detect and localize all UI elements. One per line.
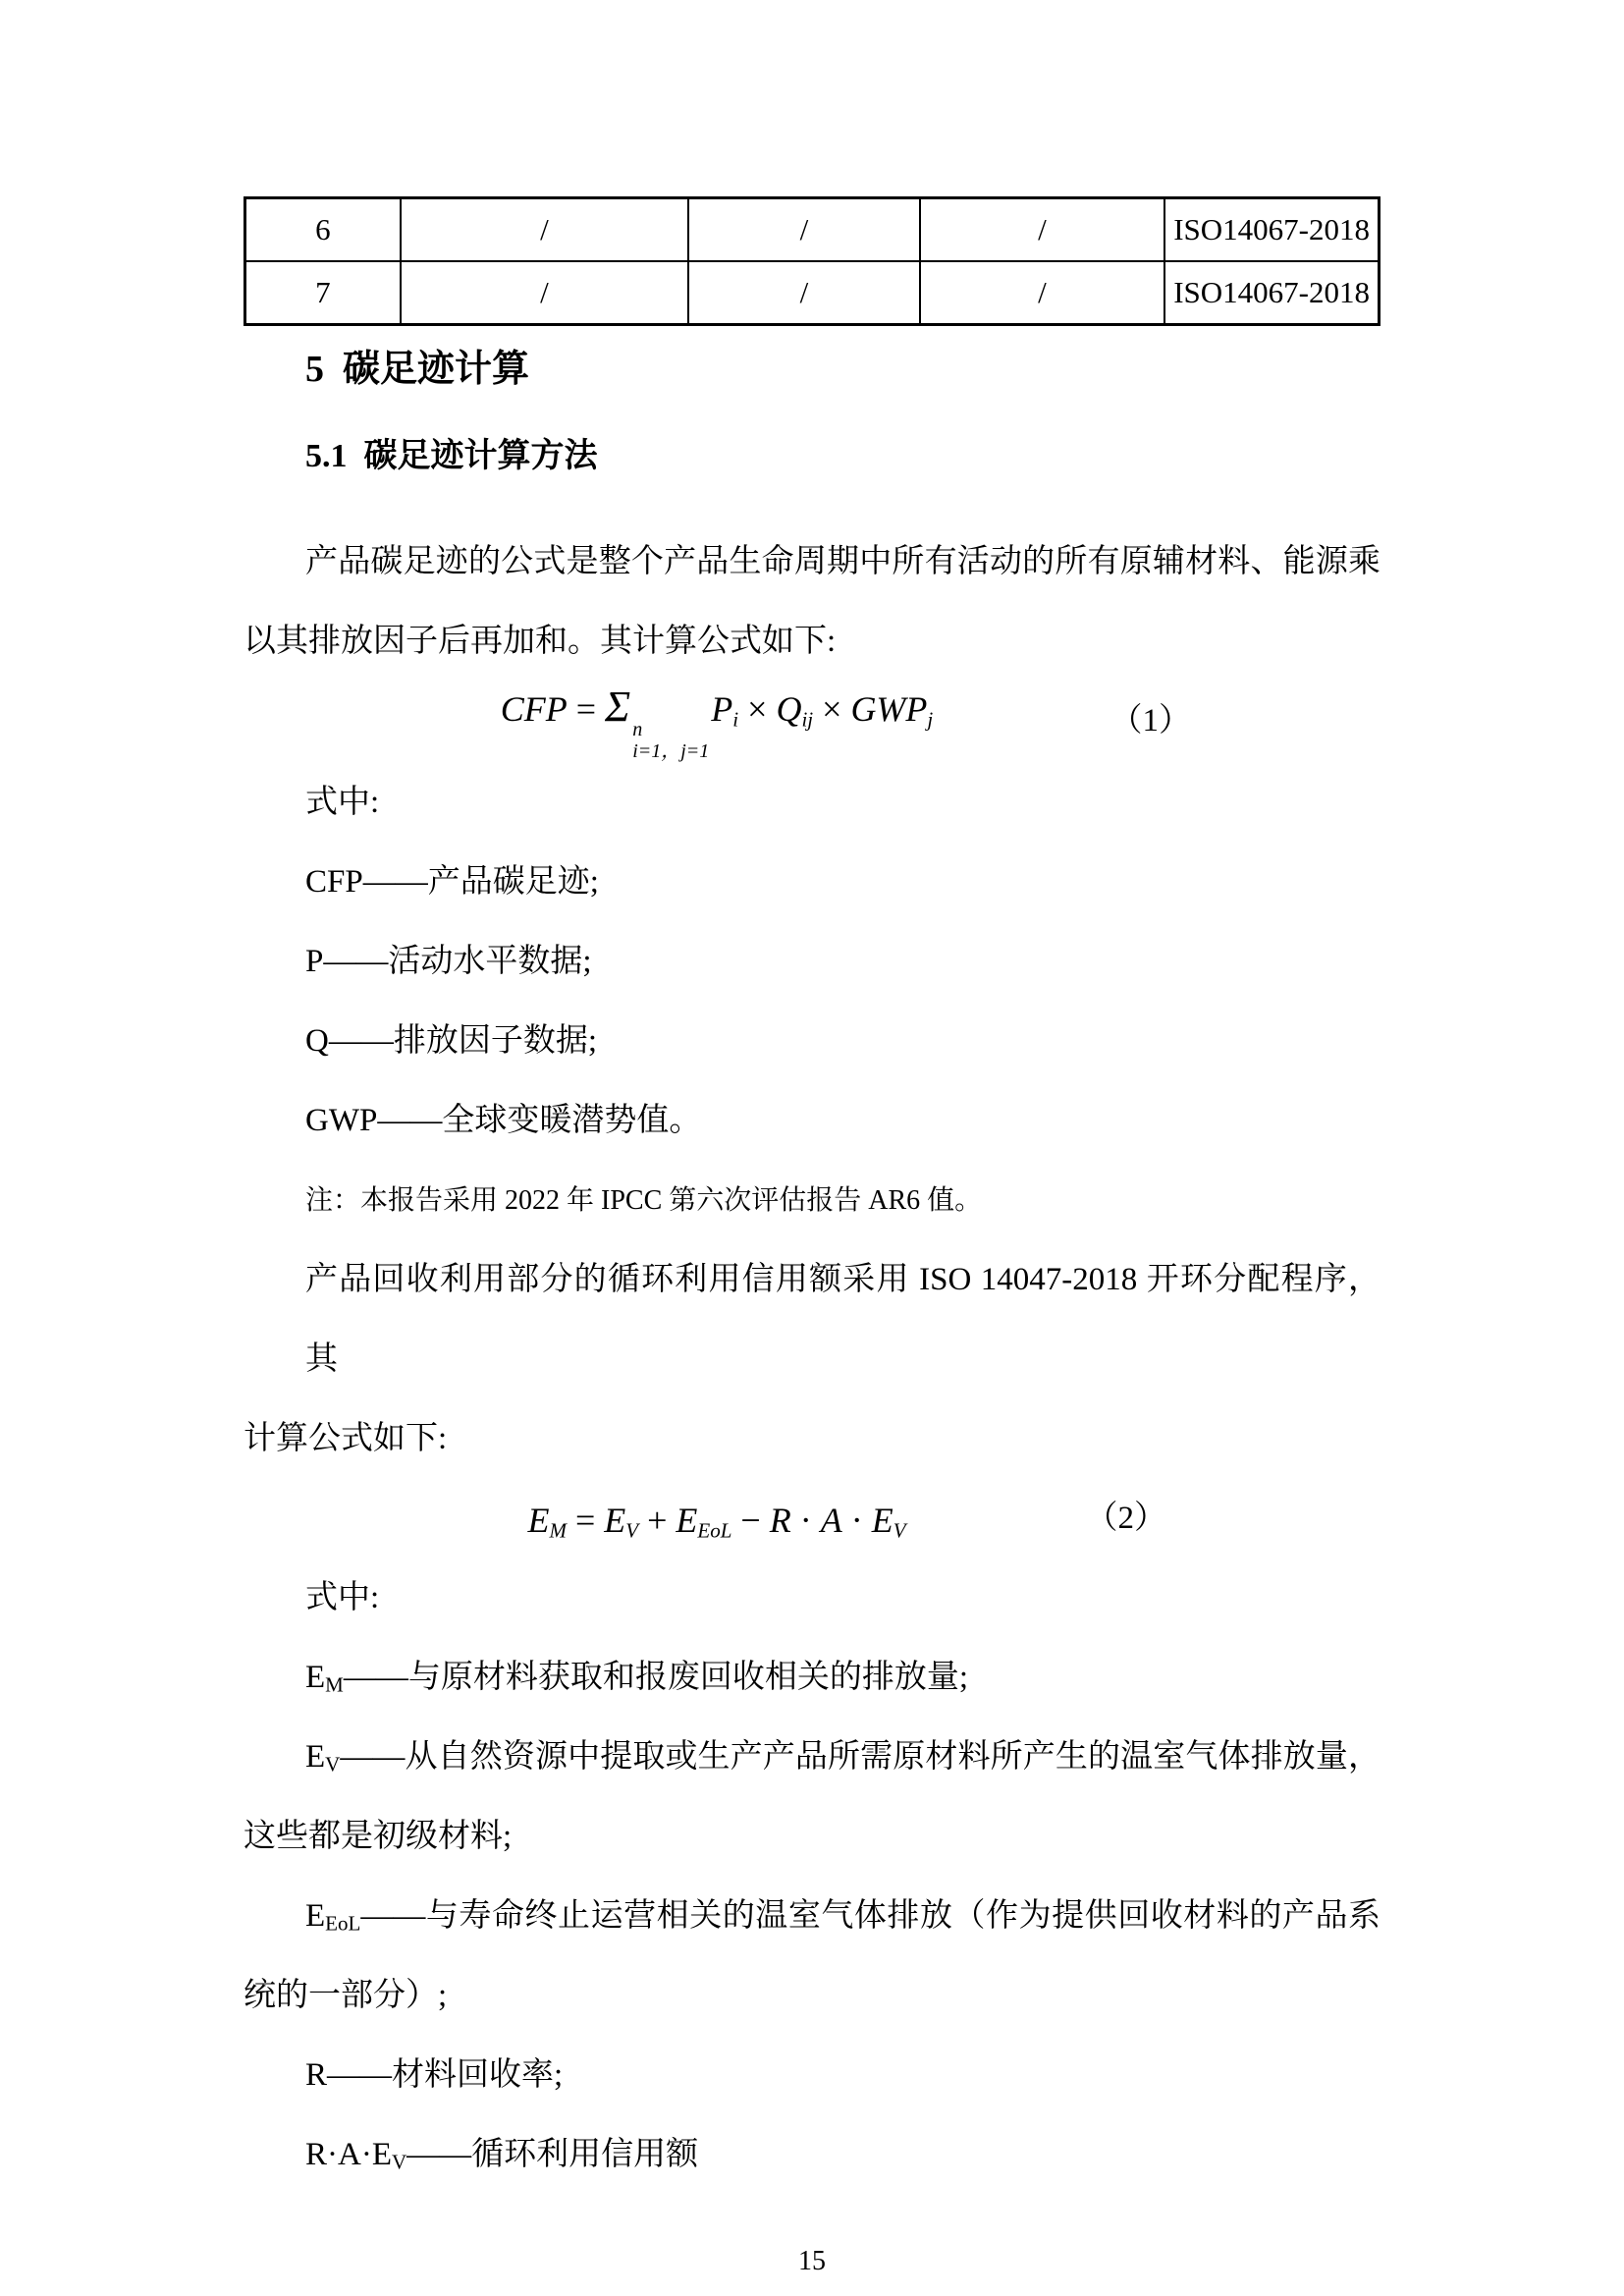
definition-eeol-continued: 统的一部分）; bbox=[244, 1977, 448, 2013]
formula-term: E bbox=[604, 1501, 626, 1541]
note-line: 注：本报告采用 2022 年 IPCC 第六次评估报告 AR6 值。 bbox=[305, 1184, 983, 1216]
table-cell: ISO14067-2018 bbox=[1164, 198, 1379, 262]
definition-q: Q——排放因子数据; bbox=[305, 1022, 597, 1059]
formula-term: Q bbox=[776, 689, 802, 730]
table-cell: / bbox=[920, 198, 1164, 262]
operator: · bbox=[841, 1501, 872, 1541]
formula-1-expression bbox=[501, 683, 934, 763]
definition-em bbox=[244, 1638, 1380, 1718]
symbol: E bbox=[305, 1738, 326, 1775]
body-text bbox=[244, 522, 1380, 2195]
definition-eeol bbox=[244, 1877, 1380, 1956]
subscript: EoL bbox=[697, 1518, 732, 1543]
subscript: V bbox=[625, 1518, 639, 1543]
definition-raev bbox=[244, 2115, 1380, 2195]
formula-term: A bbox=[820, 1501, 842, 1541]
definition-p: P——活动水平数据; bbox=[305, 943, 592, 979]
reference-standards-table bbox=[244, 196, 1380, 326]
definition-text: ——从自然资源中提取或生产产品所需原材料所产生的温室气体排放量， bbox=[340, 1738, 1380, 1775]
definition-ev bbox=[244, 1718, 1380, 1797]
where-label-1: 式中: bbox=[305, 784, 380, 820]
symbol: R·A·E bbox=[305, 2136, 392, 2172]
table-cell: 7 bbox=[245, 261, 401, 325]
formula-number: （2） bbox=[1085, 1500, 1166, 1536]
symbol: E bbox=[305, 1897, 326, 1934]
operator: = bbox=[566, 1501, 605, 1541]
definition-cfp: CFP——产品碳足迹; bbox=[305, 863, 599, 900]
formula-term: CFP bbox=[500, 689, 568, 730]
table-cell: / bbox=[401, 198, 688, 262]
section-heading: 5 碳足迹计算 bbox=[305, 349, 530, 390]
subscript: V bbox=[325, 1752, 341, 1777]
formula-term: E bbox=[871, 1501, 893, 1541]
definition-text: ——循环利用信用额 bbox=[406, 2136, 699, 2172]
table-cell: / bbox=[401, 261, 688, 325]
table-cell: / bbox=[920, 261, 1164, 325]
definition-text: ——与原材料获取和报废回收相关的排放量; bbox=[343, 1659, 969, 1695]
subscript: EoL bbox=[325, 1911, 361, 1936]
operator: × bbox=[813, 689, 851, 730]
table-cell: 6 bbox=[245, 198, 401, 262]
table-row bbox=[245, 198, 1380, 262]
page-number: 15 bbox=[798, 2245, 826, 2276]
definition-gwp: GWP——全球变暖潜势值。 bbox=[305, 1102, 702, 1138]
definition-r: R——材料回收率; bbox=[305, 2056, 564, 2093]
operator: = bbox=[567, 689, 606, 730]
definition-ev-continued: 这些都是初级材料; bbox=[244, 1818, 513, 1854]
subsection-heading: 5.1 碳足迹计算方法 bbox=[305, 438, 598, 474]
formula-term: E bbox=[676, 1501, 698, 1541]
paragraph-1-line-1: 产品碳足迹的公式是整个产品生命周期中所有活动的所有原辅材料、能源乘 bbox=[305, 544, 1380, 579]
subscript: ij bbox=[801, 707, 814, 732]
formula-number: （1） bbox=[1110, 703, 1191, 738]
symbol: E bbox=[305, 1659, 326, 1695]
table-cell: / bbox=[688, 198, 920, 262]
subscript: M bbox=[549, 1518, 567, 1543]
formula-term: GWP bbox=[850, 689, 928, 730]
subscript: V bbox=[893, 1518, 906, 1543]
subscript: i bbox=[732, 707, 739, 732]
sigma-lower-limit: i=1，j=1 bbox=[632, 740, 710, 763]
subscript: V bbox=[391, 2150, 407, 2174]
sigma-upper-limit: n bbox=[632, 719, 643, 741]
definition-text: ——与寿命终止运营相关的温室气体排放（作为提供回收材料的产品系 bbox=[360, 1897, 1380, 1934]
formula-term: P bbox=[711, 689, 733, 730]
operator: − bbox=[731, 1501, 770, 1541]
sigma-limits bbox=[632, 719, 709, 763]
formula-term: E bbox=[527, 1501, 550, 1541]
operator: × bbox=[738, 689, 777, 730]
formula-2-expression bbox=[527, 1497, 905, 1544]
formula-2 bbox=[244, 1479, 1380, 1558]
table-cell: / bbox=[688, 261, 920, 325]
subscript: j bbox=[927, 707, 934, 732]
sigma-symbol: Σ bbox=[605, 683, 631, 732]
formula-term: R bbox=[769, 1501, 791, 1541]
where-label-2: 式中: bbox=[305, 1579, 380, 1615]
operator: · bbox=[790, 1501, 821, 1541]
page-content bbox=[244, 196, 1380, 2279]
paragraph-2-line-2: 计算公式如下: bbox=[244, 1420, 448, 1456]
subscript: M bbox=[325, 1672, 344, 1697]
table-cell: ISO14067-2018 bbox=[1164, 261, 1379, 325]
paragraph-2-line-1: 产品回收利用部分的循环利用信用额采用 ISO 14047-2018 开环分配程序，其 bbox=[305, 1261, 1380, 1377]
formula-1 bbox=[244, 682, 1380, 763]
paragraph-1-line-2: 以其排放因子后再加和。其计算公式如下: bbox=[244, 624, 837, 659]
operator: + bbox=[638, 1501, 677, 1541]
table-row bbox=[245, 261, 1380, 325]
